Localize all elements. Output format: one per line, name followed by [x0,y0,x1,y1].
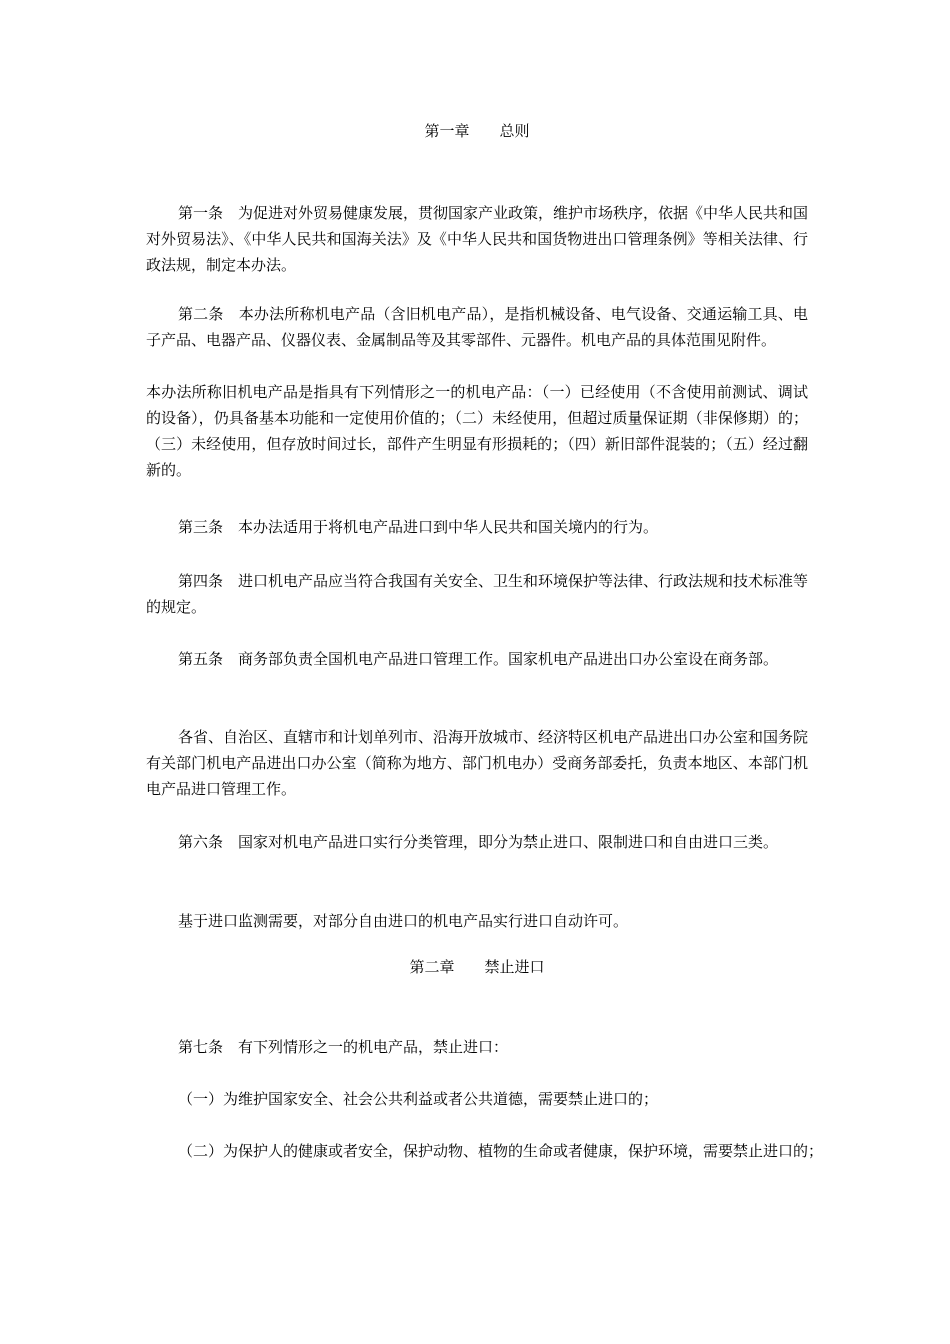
article-2: 第二条 本办法所称机电产品（含旧机电产品），是指机械设备、电气设备、交通运输工具、电子产品、电器产品、仪器仪表、金属制品等及其零部件、元器件。机电产品的具体范围见附件。 [146,305,808,349]
article-2-used-products: 本办法所称旧机电产品是指具有下列情形之一的机电产品：（一）已经使用（不含使用前测试、调试的设备），仍具备基本功能和一定使用价值的；（二）未经使用，但超过质量保证期（非保修期）的；（三）未经使用，但存放时间过长，部件产生明显有形损耗的；（四）新旧部件混装的；（五）经过翻新的。 [146,383,808,479]
article-6-paragraph-2: 基于进口监测需要，对部分自由进口的机电产品实行进口自动许可。 [178,912,629,930]
article-5: 第五条 商务部负责全国机电产品进口管理工作。国家机电产品进出口办公室设在商务部。 [178,650,779,668]
chapter-2-heading: 第二章 禁止进口 [409,958,545,976]
article-6: 第六条 国家对机电产品进口实行分类管理，即分为禁止进口、限制进口和自由进口三类。 [178,833,779,851]
article-4: 第四条 进口机电产品应当符合我国有关安全、卫生和环境保护等法律、行政法规和技术标准等的规定。 [146,572,809,616]
article-3: 第三条 本办法适用于将机电产品进口到中华人民共和国关境内的行为。 [178,518,659,536]
article-1: 第一条 为促进对外贸易健康发展，贯彻国家产业政策，维护市场秩序，依据《中华人民共和国对外贸易法》、《中华人民共和国海关法》及《中华人民共和国货物进出口管理条例》等相关法律、行政法规，制定本办法。 [146,204,809,274]
chapter-1-heading: 第一章 总则 [424,122,530,140]
article-7-item-2: （二）为保护人的健康或者安全，保护动物、植物的生命或者健康，保护环境，需要禁止进口的； [178,1142,824,1160]
article-7: 第七条 有下列情形之一的机电产品，禁止进口： [178,1038,509,1056]
article-7-item-1: （一）为维护国家安全、社会公共利益或者公共道德，需要禁止进口的； [178,1090,659,1108]
article-5-paragraph-2: 各省、自治区、直辖市和计划单列市、沿海开放城市、经济特区机电产品进出口办公室和国务院有关部门机电产品进出口办公室（简称为地方、部门机电办）受商务部委托，负责本地区、本部门机电产品进口管理工作。 [146,728,809,798]
